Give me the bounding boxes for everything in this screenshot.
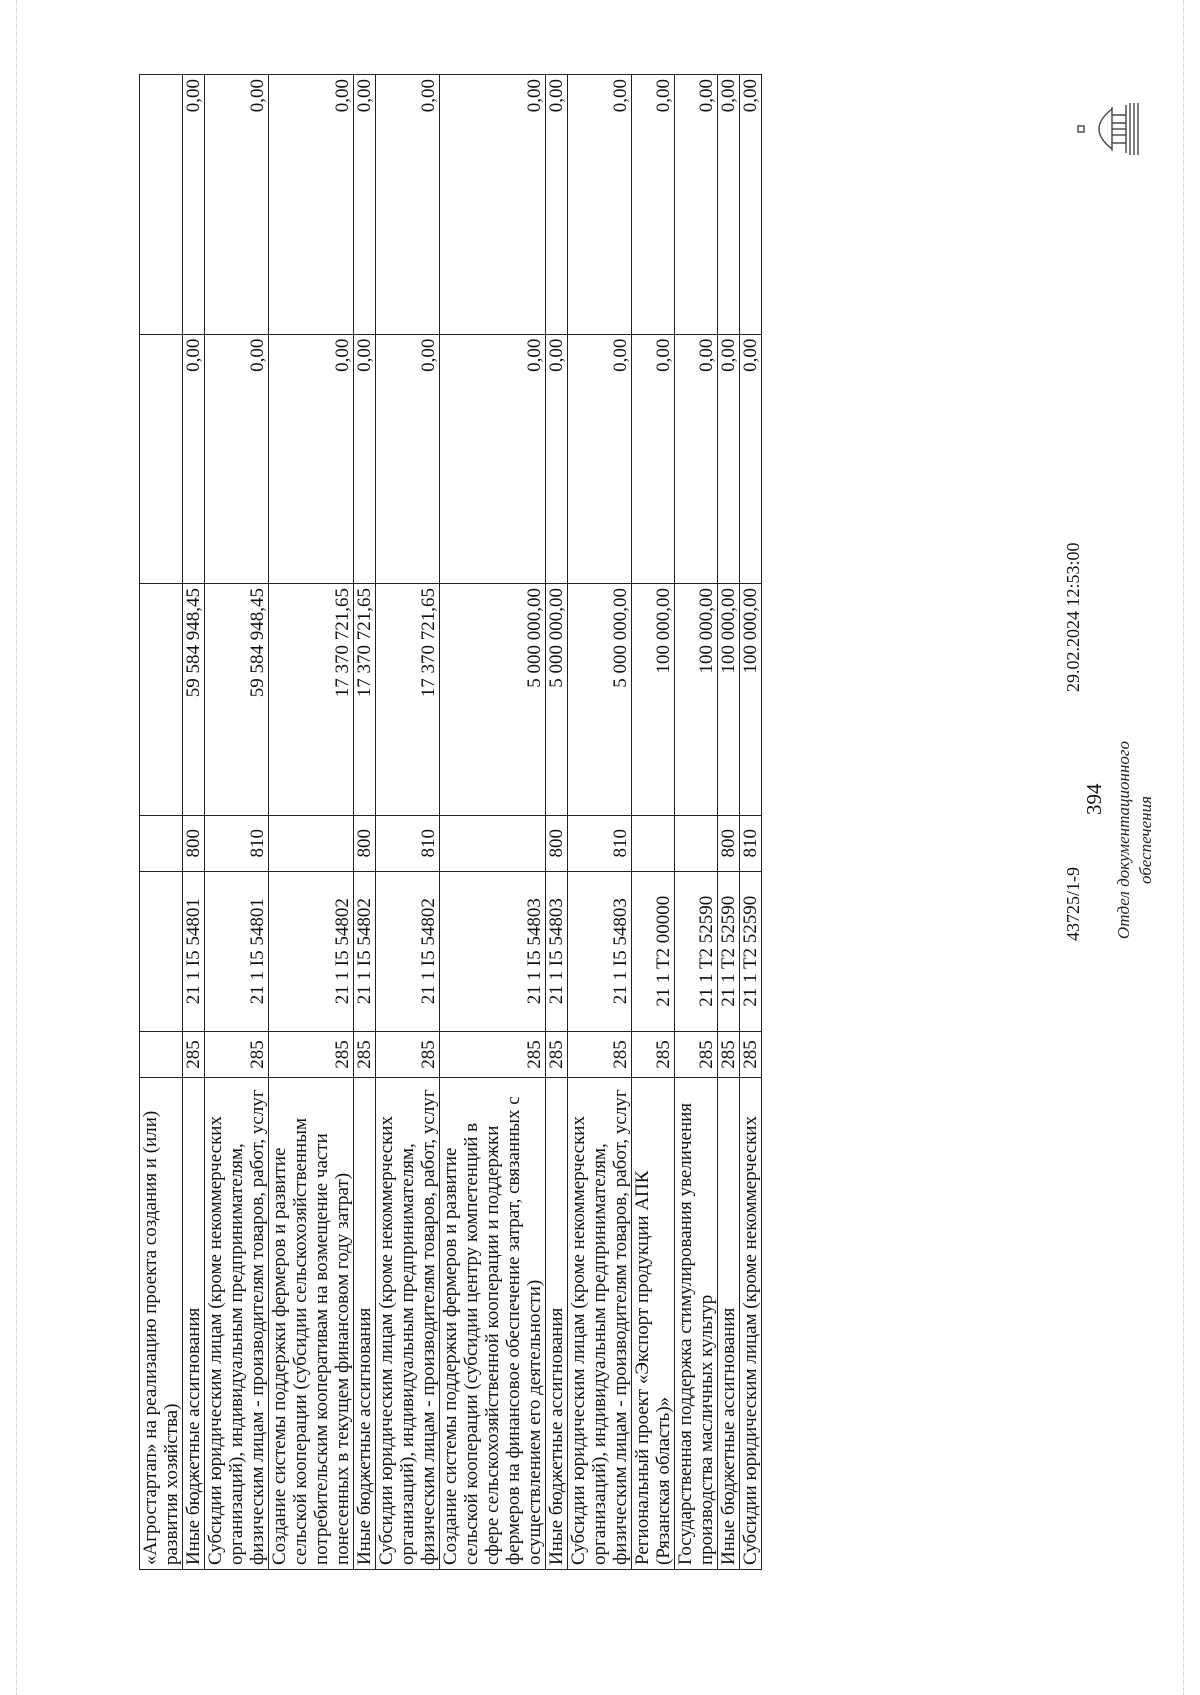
cell-expense-type: 800 (718, 815, 740, 871)
table-row (718, 75, 740, 1570)
cell-amount: 100 000,00 (632, 583, 675, 815)
cell-expense-type (440, 815, 546, 871)
cell-expense-type: 810 (740, 815, 762, 871)
table-row (269, 75, 354, 1570)
cell-amount (140, 583, 183, 815)
cell-name: Государственная поддержка стимулирования увеличения производства масличных культур (675, 1078, 718, 1570)
coat-of-arms-logo-icon (1076, 101, 1140, 157)
table-row (440, 75, 546, 1570)
cell-gr-code: 285 (675, 1031, 718, 1077)
cell-name: Иные бюджетные ассигнования (183, 1078, 205, 1570)
cell-amount: 59 584 948,45 (205, 583, 269, 815)
cell-year1-amount: 0,00 (440, 334, 546, 583)
cell-name: Создание системы поддержки фермеров и развитие сельской кооперации (субсидии сельскохозяйственным потребительским кооперативам на возмещение части понесенных в текущем финансовом году затрат) (269, 1078, 354, 1570)
cell-amount: 17 370 721,65 (269, 583, 354, 815)
cell-year2-amount: 0,00 (568, 75, 632, 335)
cell-target-article: 21 1 I5 54803 (440, 871, 546, 1031)
table-row (546, 75, 568, 1570)
cell-name: Субсидии юридическим лицам (кроме некоммерческих организаций), индивидуальным предпринимателям, физическим лицам - производителям товаров, работ, услуг (568, 1078, 632, 1570)
cell-expense-type (632, 815, 675, 871)
table-row (568, 75, 632, 1570)
cell-year2-amount: 0,00 (675, 75, 718, 335)
cell-name: Иные бюджетные ассигнования (354, 1078, 376, 1570)
cell-year2-amount: 0,00 (269, 75, 354, 335)
cell-amount: 59 584 948,45 (183, 583, 205, 815)
cell-gr-code: 285 (205, 1031, 269, 1077)
cell-expense-type (140, 815, 183, 871)
cell-year1-amount: 0,00 (675, 334, 718, 583)
cell-year2-amount: 0,00 (718, 75, 740, 335)
table-row (376, 75, 440, 1570)
cell-gr-code: 285 (354, 1031, 376, 1077)
cell-year1-amount: 0,00 (740, 334, 762, 583)
table-row (354, 75, 376, 1570)
table-row (740, 75, 762, 1570)
cell-name: «Агростартап» на реализацию проекта создания и (или) развития хозяйства) (140, 1078, 183, 1570)
cell-name: Создание системы поддержки фермеров и развитие сельской кооперации (субсидии центру компетенций в сфере сельскохозяйственной кооперации и поддержки фермеров на финансовое обеспечение затрат, связанных с осуществлением его деятельности) (440, 1078, 546, 1570)
cell-expense-type: 800 (183, 815, 205, 871)
cell-year2-amount: 0,00 (183, 75, 205, 335)
cell-expense-type: 800 (546, 815, 568, 871)
cell-year1-amount: 0,00 (718, 334, 740, 583)
cell-gr-code: 285 (718, 1031, 740, 1077)
cell-expense-type (269, 815, 354, 871)
cell-target-article: 21 1 T2 00000 (632, 871, 675, 1031)
cell-expense-type: 810 (205, 815, 269, 871)
cell-name: Иные бюджетные ассигнования (718, 1078, 740, 1570)
cell-year2-amount (140, 75, 183, 335)
cell-year1-amount: 0,00 (632, 334, 675, 583)
cell-amount: 17 370 721,65 (354, 583, 376, 815)
cell-expense-type: 810 (376, 815, 440, 871)
stamp-line: обеспечения (1136, 796, 1155, 885)
cell-target-article: 21 1 I5 54802 (269, 871, 354, 1031)
cell-expense-type: 800 (354, 815, 376, 871)
cell-name: Субсидии юридическим лицам (кроме некоммерческих организаций), индивидуальным предпринимателям, физическим лицам - производителям товаров, работ, услуг (376, 1078, 440, 1570)
stamp-line: Отдел документационного (1114, 740, 1133, 940)
cell-name: Субсидии юридическим лицам (кроме некоммерческих (740, 1078, 762, 1570)
cell-gr-code: 285 (740, 1031, 762, 1077)
cell-amount: 17 370 721,65 (376, 583, 440, 815)
budget-table (139, 74, 762, 1570)
cell-year1-amount: 0,00 (546, 334, 568, 583)
cell-year2-amount: 0,00 (440, 75, 546, 335)
cell-target-article: 21 1 I5 54802 (376, 871, 440, 1031)
cell-year1-amount: 0,00 (354, 334, 376, 583)
cell-amount: 100 000,00 (675, 583, 718, 815)
cell-amount: 5 000 000,00 (546, 583, 568, 815)
footer-doc-code: 43725/1-9 (1063, 867, 1083, 941)
cell-year2-amount: 0,00 (546, 75, 568, 335)
table-row (632, 75, 675, 1570)
cell-gr-code: 285 (440, 1031, 546, 1077)
cell-year2-amount: 0,00 (205, 75, 269, 335)
cell-year2-amount: 0,00 (354, 75, 376, 335)
cell-gr-code: 285 (376, 1031, 440, 1077)
page-number: 394 (1082, 783, 1106, 815)
cell-gr-code: 285 (568, 1031, 632, 1077)
cell-amount: 100 000,00 (740, 583, 762, 815)
cell-name: Региональный проект «Экспорт продукции АПК (Рязанская область)» (632, 1078, 675, 1570)
footer-date: 29.02.2024 12:53:00 (1063, 542, 1083, 692)
cell-target-article: 21 1 I5 54803 (568, 871, 632, 1031)
cell-year1-amount: 0,00 (568, 334, 632, 583)
cell-gr-code: 285 (546, 1031, 568, 1077)
table-row (205, 75, 269, 1570)
cell-gr-code (140, 1031, 183, 1077)
cell-year1-amount (140, 334, 183, 583)
cell-target-article: 21 1 T2 52590 (718, 871, 740, 1031)
cell-target-article: 21 1 I5 54802 (354, 871, 376, 1031)
cell-expense-type: 810 (568, 815, 632, 871)
table-row (183, 75, 205, 1570)
cell-target-article: 21 1 I5 54803 (546, 871, 568, 1031)
cell-name: Иные бюджетные ассигнования (546, 1078, 568, 1570)
cell-amount: 100 000,00 (718, 583, 740, 815)
cell-expense-type (675, 815, 718, 871)
department-stamp (1113, 700, 1157, 980)
cell-year1-amount: 0,00 (183, 334, 205, 583)
table-row (675, 75, 718, 1570)
cell-gr-code: 285 (269, 1031, 354, 1077)
cell-name: Субсидии юридическим лицам (кроме некоммерческих организаций), индивидуальным предпринимателям, физическим лицам - производителям товаров, работ, услуг (205, 1078, 269, 1570)
cell-target-article: 21 1 I5 54801 (183, 871, 205, 1031)
cell-target-article: 21 1 I5 54801 (205, 871, 269, 1031)
table-row (140, 75, 183, 1570)
cell-target-article: 21 1 T2 52590 (740, 871, 762, 1031)
cell-gr-code: 285 (632, 1031, 675, 1077)
cell-year1-amount: 0,00 (376, 334, 440, 583)
cell-target-article: 21 1 T2 52590 (675, 871, 718, 1031)
cell-gr-code: 285 (183, 1031, 205, 1077)
cell-amount: 5 000 000,00 (568, 583, 632, 815)
cell-year1-amount: 0,00 (269, 334, 354, 583)
scan-edge-line (1183, 0, 1184, 1695)
cell-target-article (140, 871, 183, 1031)
cell-amount: 5 000 000,00 (440, 583, 546, 815)
scan-edge-line (16, 0, 17, 1695)
cell-year1-amount: 0,00 (205, 334, 269, 583)
cell-year2-amount: 0,00 (632, 75, 675, 335)
cell-year2-amount: 0,00 (376, 75, 440, 335)
cell-year2-amount: 0,00 (740, 75, 762, 335)
